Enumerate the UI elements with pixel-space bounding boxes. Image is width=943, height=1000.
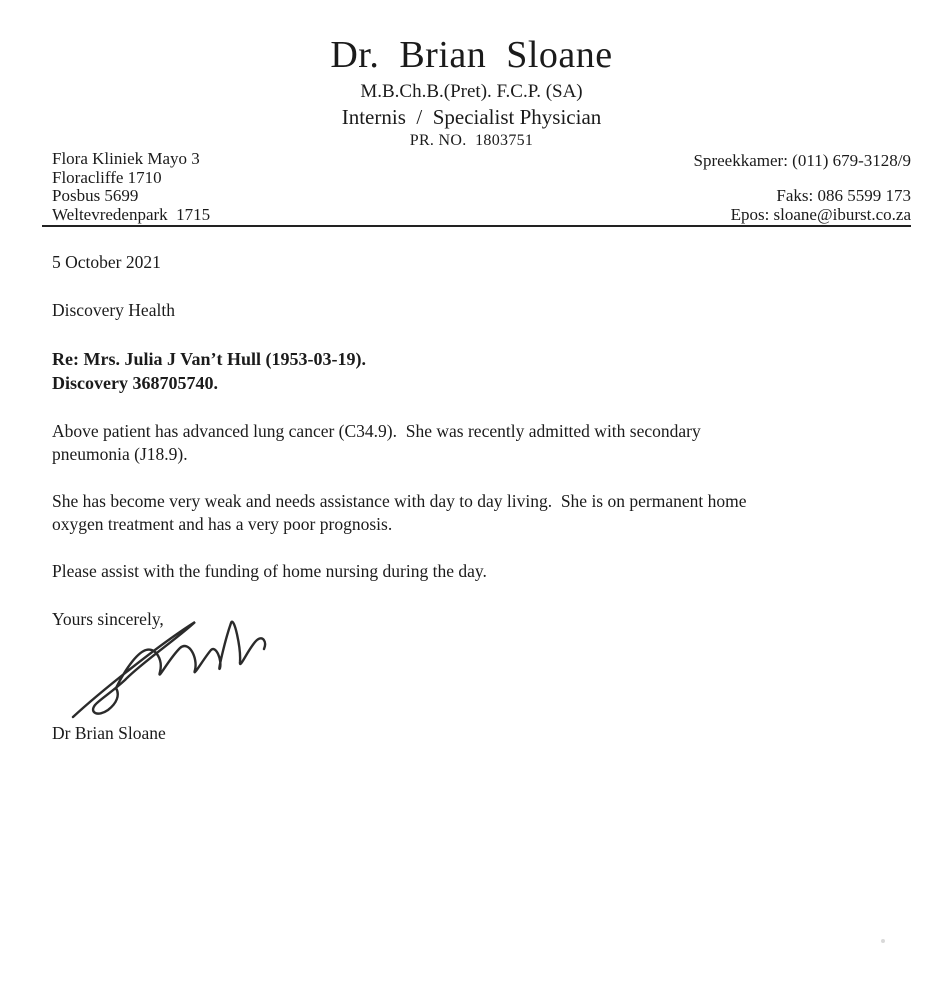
subject-line-patient: Re: Mrs. Julia J Van’t Hull (1953-03-19). (52, 349, 366, 369)
practice-number: PR. NO. 1803751 (409, 132, 534, 149)
doctor-name: Dr. Brian Sloane (330, 34, 613, 76)
paragraph-line: Above patient has advanced lung cancer (C34.9). She was recently admitted with secondary (52, 421, 701, 441)
address-line: Flora Kliniek Mayo 3 (52, 149, 200, 168)
paragraph-line: Please assist with the funding of home nursing during the day. (52, 561, 487, 581)
address-line: Posbus 5699 (52, 186, 139, 205)
paragraph-condition (52, 490, 895, 535)
scan-speck (881, 939, 885, 943)
letterhead-info-row (42, 150, 911, 227)
contacts-spacer (694, 170, 911, 187)
handwritten-signature-icon (60, 612, 270, 722)
letter-body (52, 251, 895, 744)
email-line: Epos: sloane@iburst.co.za (730, 204, 911, 224)
signature-block (52, 630, 895, 722)
closing-salutation: Yours sincerely, (52, 608, 164, 629)
subject-line-member-number: Discovery 368705740. (52, 373, 218, 393)
address-line: Weltevredenpark 1715 (52, 204, 211, 224)
paragraph-request (52, 560, 895, 583)
practice-contacts (694, 152, 911, 225)
doctor-specialty: Internis / Specialist Physician (341, 105, 602, 129)
fax-line: Faks: 086 5599 173 (776, 186, 911, 205)
subject-block (52, 347, 895, 395)
paragraph-diagnosis (52, 420, 895, 465)
paragraph-line: She has become very weak and needs assistance with day to day living. She is on permanent home (52, 491, 747, 511)
signatory-name: Dr Brian Sloane (52, 722, 166, 743)
practice-address (42, 150, 210, 224)
doctor-credentials: M.B.Ch.B.(Pret). F.C.P. (SA) (360, 81, 583, 102)
letter-date: 5 October 2021 (52, 252, 161, 272)
phone-line: Spreekkamer: (011) 679-3128/9 (693, 150, 911, 170)
paragraph-line: pneumonia (J18.9). (52, 443, 188, 464)
paragraph-line: oxygen treatment and has a very poor prognosis. (52, 513, 393, 534)
address-line: Floracliffe 1710 (52, 167, 162, 187)
recipient: Discovery Health (52, 300, 175, 320)
letterhead (0, 0, 943, 227)
